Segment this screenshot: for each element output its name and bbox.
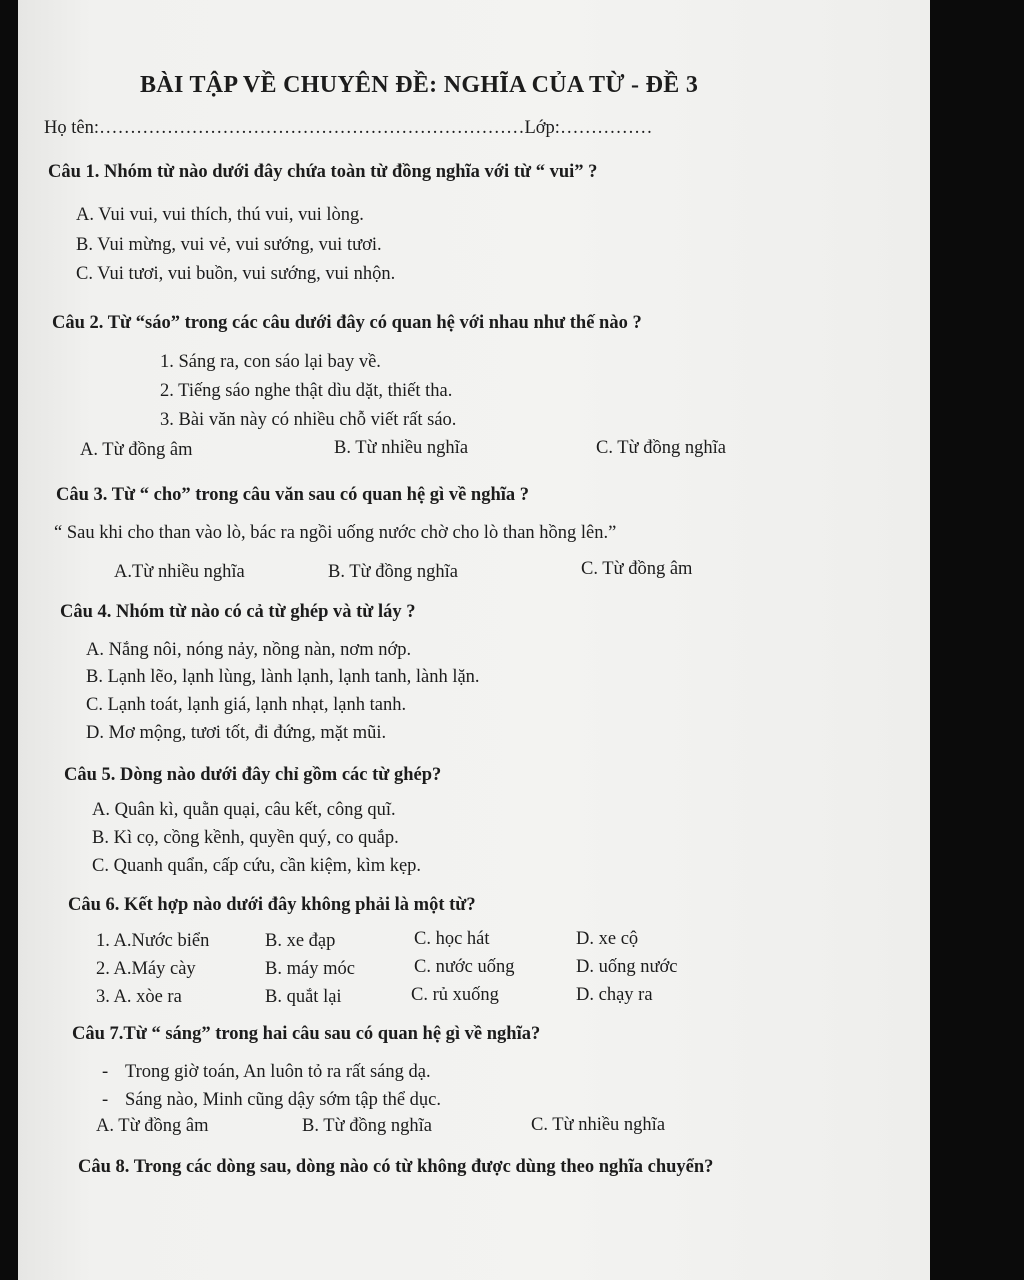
q6-row1-a: 1. A.Nước biển: [96, 931, 210, 951]
worksheet-title: BÀI TẬP VỀ CHUYÊN ĐỀ: NGHĨA CỦA TỪ - ĐỀ 3: [140, 72, 699, 98]
q6-row3-d: D. chạy ra: [576, 985, 653, 1005]
student-name-line: Họ tên:……………………………………………………………Lớp:……………: [44, 118, 653, 138]
q6-row1-d: D. xe cộ: [576, 929, 639, 949]
q2-sentence-2: 2. Tiếng sáo nghe thật dìu dặt, thiết tha.: [160, 381, 453, 401]
q2-option-a: A. Từ đồng âm: [80, 440, 193, 460]
q6-row2-b: B. máy móc: [265, 959, 355, 979]
question-2: Câu 2. Từ “sáo” trong các câu dưới đây có quan hệ với nhau như thế nào ?: [52, 313, 642, 333]
question-7: Câu 7.Từ “ sáng” trong hai câu sau có quan hệ gì về nghĩa?: [72, 1024, 541, 1044]
q6-row2-c: C. nước uống: [414, 957, 515, 977]
question-5: Câu 5. Dòng nào dưới đây chỉ gồm các từ ghép?: [64, 765, 442, 785]
q2-option-b: B. Từ nhiều nghĩa: [334, 438, 469, 458]
q5-option-a: A. Quân kì, quằn quại, câu kết, công quĩ.: [92, 800, 396, 820]
q7-option-a: A. Từ đồng âm: [96, 1116, 209, 1136]
question-3: Câu 3. Từ “ cho” trong câu văn sau có quan hệ gì về nghĩa ?: [56, 485, 530, 505]
worksheet-page: [18, 0, 930, 1280]
q7-option-c: C. Từ nhiều nghĩa: [531, 1115, 666, 1135]
q6-row3-a: 3. A. xòe ra: [96, 987, 182, 1007]
q7-sentence-2: Sáng nào, Minh cũng dậy sớm tập thể dục.: [125, 1090, 442, 1110]
q4-option-c: C. Lạnh toát, lạnh giá, lạnh nhạt, lạnh tanh.: [86, 695, 407, 715]
q5-option-b: B. Kì cọ, cồng kềnh, quyền quý, co quắp.: [92, 828, 399, 848]
q3-option-a: A.Từ nhiều nghĩa: [114, 562, 245, 582]
q2-sentence-1: 1. Sáng ra, con sáo lại bay về.: [160, 352, 381, 372]
q7-option-b: B. Từ đồng nghĩa: [302, 1116, 432, 1136]
q6-row3-b: B. quắt lại: [265, 987, 342, 1007]
q6-row2-a: 2. A.Máy cày: [96, 959, 196, 979]
q4-option-d: D. Mơ mộng, tươi tốt, đi đứng, mặt mũi.: [86, 723, 387, 743]
q1-option-c: C. Vui tươi, vui buồn, vui sướng, vui nhộn.: [76, 264, 396, 284]
question-8: Câu 8. Trong các dòng sau, dòng nào có từ không được dùng theo nghĩa chuyển?: [78, 1157, 714, 1177]
q4-option-a: A. Nắng nôi, nóng nảy, nồng nàn, nơm nớp.: [86, 640, 412, 660]
q7-bullet-1: -: [102, 1062, 109, 1082]
q6-row3-c: C. rủ xuống: [411, 985, 499, 1005]
q7-sentence-1: Trong giờ toán, An luôn tỏ ra rất sáng dạ.: [125, 1062, 431, 1082]
q2-option-c: C. Từ đồng nghĩa: [596, 438, 726, 458]
q5-option-c: C. Quanh quẩn, cấp cứu, cần kiệm, kìm kẹp.: [92, 856, 422, 876]
q7-bullet-2: -: [102, 1090, 109, 1110]
q6-row1-c: C. học hát: [414, 929, 490, 949]
q3-quote: “ Sau khi cho than vào lò, bác ra ngồi uống nước chờ cho lò than hồng lên.”: [54, 523, 617, 543]
q1-option-a: A. Vui vui, vui thích, thú vui, vui lòng.: [76, 205, 364, 225]
question-6: Câu 6. Kết hợp nào dưới đây không phải là một từ?: [68, 895, 476, 915]
q4-option-b: B. Lạnh lẽo, lạnh lùng, lành lạnh, lạnh tanh, lành lặn.: [86, 667, 480, 687]
q6-row2-d: D. uống nước: [576, 957, 678, 977]
q2-sentence-3: 3. Bài văn này có nhiều chỗ viết rất sáo.: [160, 410, 457, 430]
q3-option-c: C. Từ đồng âm: [581, 559, 693, 579]
q3-option-b: B. Từ đồng nghĩa: [328, 562, 458, 582]
question-4: Câu 4. Nhóm từ nào có cả từ ghép và từ láy ?: [60, 602, 416, 622]
q1-option-b: B. Vui mừng, vui vẻ, vui sướng, vui tươi.: [76, 235, 382, 255]
q6-row1-b: B. xe đạp: [265, 931, 336, 951]
question-1: Câu 1. Nhóm từ nào dưới đây chứa toàn từ đồng nghĩa với từ “ vui” ?: [48, 162, 598, 182]
